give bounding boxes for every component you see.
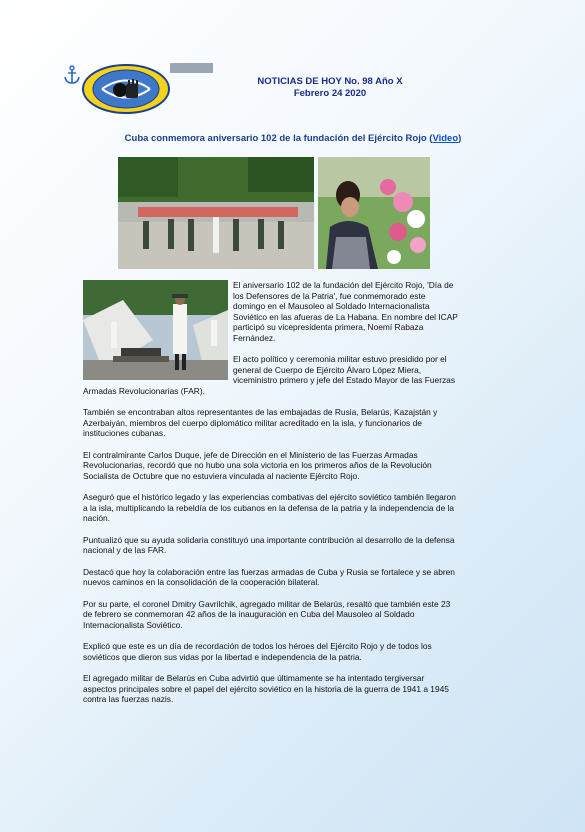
paragraph: Explicó que este es un día de recordación de todos los héroes del Ejército Rojo y de todos los soviéticos que dieron sus vidas por la libertad e independencia de la patria. [83, 641, 432, 662]
paragraph: Puntualizó que su ayuda solidaria constituyó una importante contribución al desarrollo de la defensa nacional y de las FAR. [83, 534, 455, 555]
anchor-icon [64, 65, 80, 85]
paragraph: El contralmirante Carlos Duque, jefe de Dirección en el Ministerio de las Fuerzas Armadas Revolucionarias, recordó que no hubo una sola victoria en los primeros años de la Revolución Socialista de Octubre que no estuviera vinculada al naciente Ejército Rojo. [83, 449, 432, 481]
ceremony-march-photo [118, 157, 314, 269]
paragraph: El aniversario 102 de la fundación del Ejército Rojo, 'Día de los Defensores de la Patria', fue conmemorado este domingo en el Mausoleo al Soldado Internacionalista Soviético en las afueras de La Habana. En nombre del ICAP participó su vicepresidenta primera, Noemí Rabaza Fernández. [233, 280, 458, 343]
floral-tribute-photo [318, 157, 430, 269]
paragraph: Destacó que hoy la colaboración entre las fuerzas armadas de Cuba y Rusia se fortalece y se abren nuevos caminos en la consolidación de la cooperación bilateral. [83, 566, 455, 587]
image-float-spacer [83, 280, 233, 382]
video-link[interactable]: Video [432, 133, 459, 144]
paragraph: El agregado militar de Belarús en Cuba advirtió que últimamente se ha intentado tergiversar aspectos principales sobre el papel del ejército soviético en la historia de la guerra de 1941 a 1945 contra las fuerzas nazis. [83, 673, 449, 704]
organization-logo [82, 64, 174, 114]
paragraph: Aseguró que el histórico legado y las experiencias combativas del ejército soviético también llegaron a la isla, multiplicando la rebeldía de los cubanos en la defensa de la patria y la independencia de la nación. [83, 492, 456, 523]
paragraph: Por su parte, el coronel Dmitry Gavrilchik, agregado militar de Belarús, resaltó que también este 23 de febrero se conmemoran 42 años de la inauguración en Cuba del Mausoleo al Soldado Internacionalista Soviético. [83, 598, 451, 630]
issue-number: NOTICIAS DE HOY No. 98 Año X [257, 76, 403, 87]
headline-close: ) [458, 133, 462, 144]
logo-bar [170, 63, 213, 73]
paragraph: El acto político y ceremonia militar estuvo presidido por el general de Cuerpo de Ejército Álvaro López Miera, viceministro primero y jefe del Estado Mayor de las Fuerzas Armadas Revolucionarias (FAR). [83, 354, 456, 396]
article-body [83, 280, 459, 716]
paragraph: También se encontraban altos representantes de las embajadas de Rusia, Belarús, Kazajstán y Azerbaiyán, miembros del cuerpo diplomático militar acreditado en la isla, y funcionarios de instituciones cubanas. [83, 407, 438, 438]
article-headline [60, 133, 526, 144]
newsletter-header [230, 76, 430, 100]
issue-date: Febrero 24 2020 [293, 88, 367, 99]
headline-text: Cuba conmemora aniversario 102 de la fundación del Ejército Rojo ( [124, 133, 433, 144]
